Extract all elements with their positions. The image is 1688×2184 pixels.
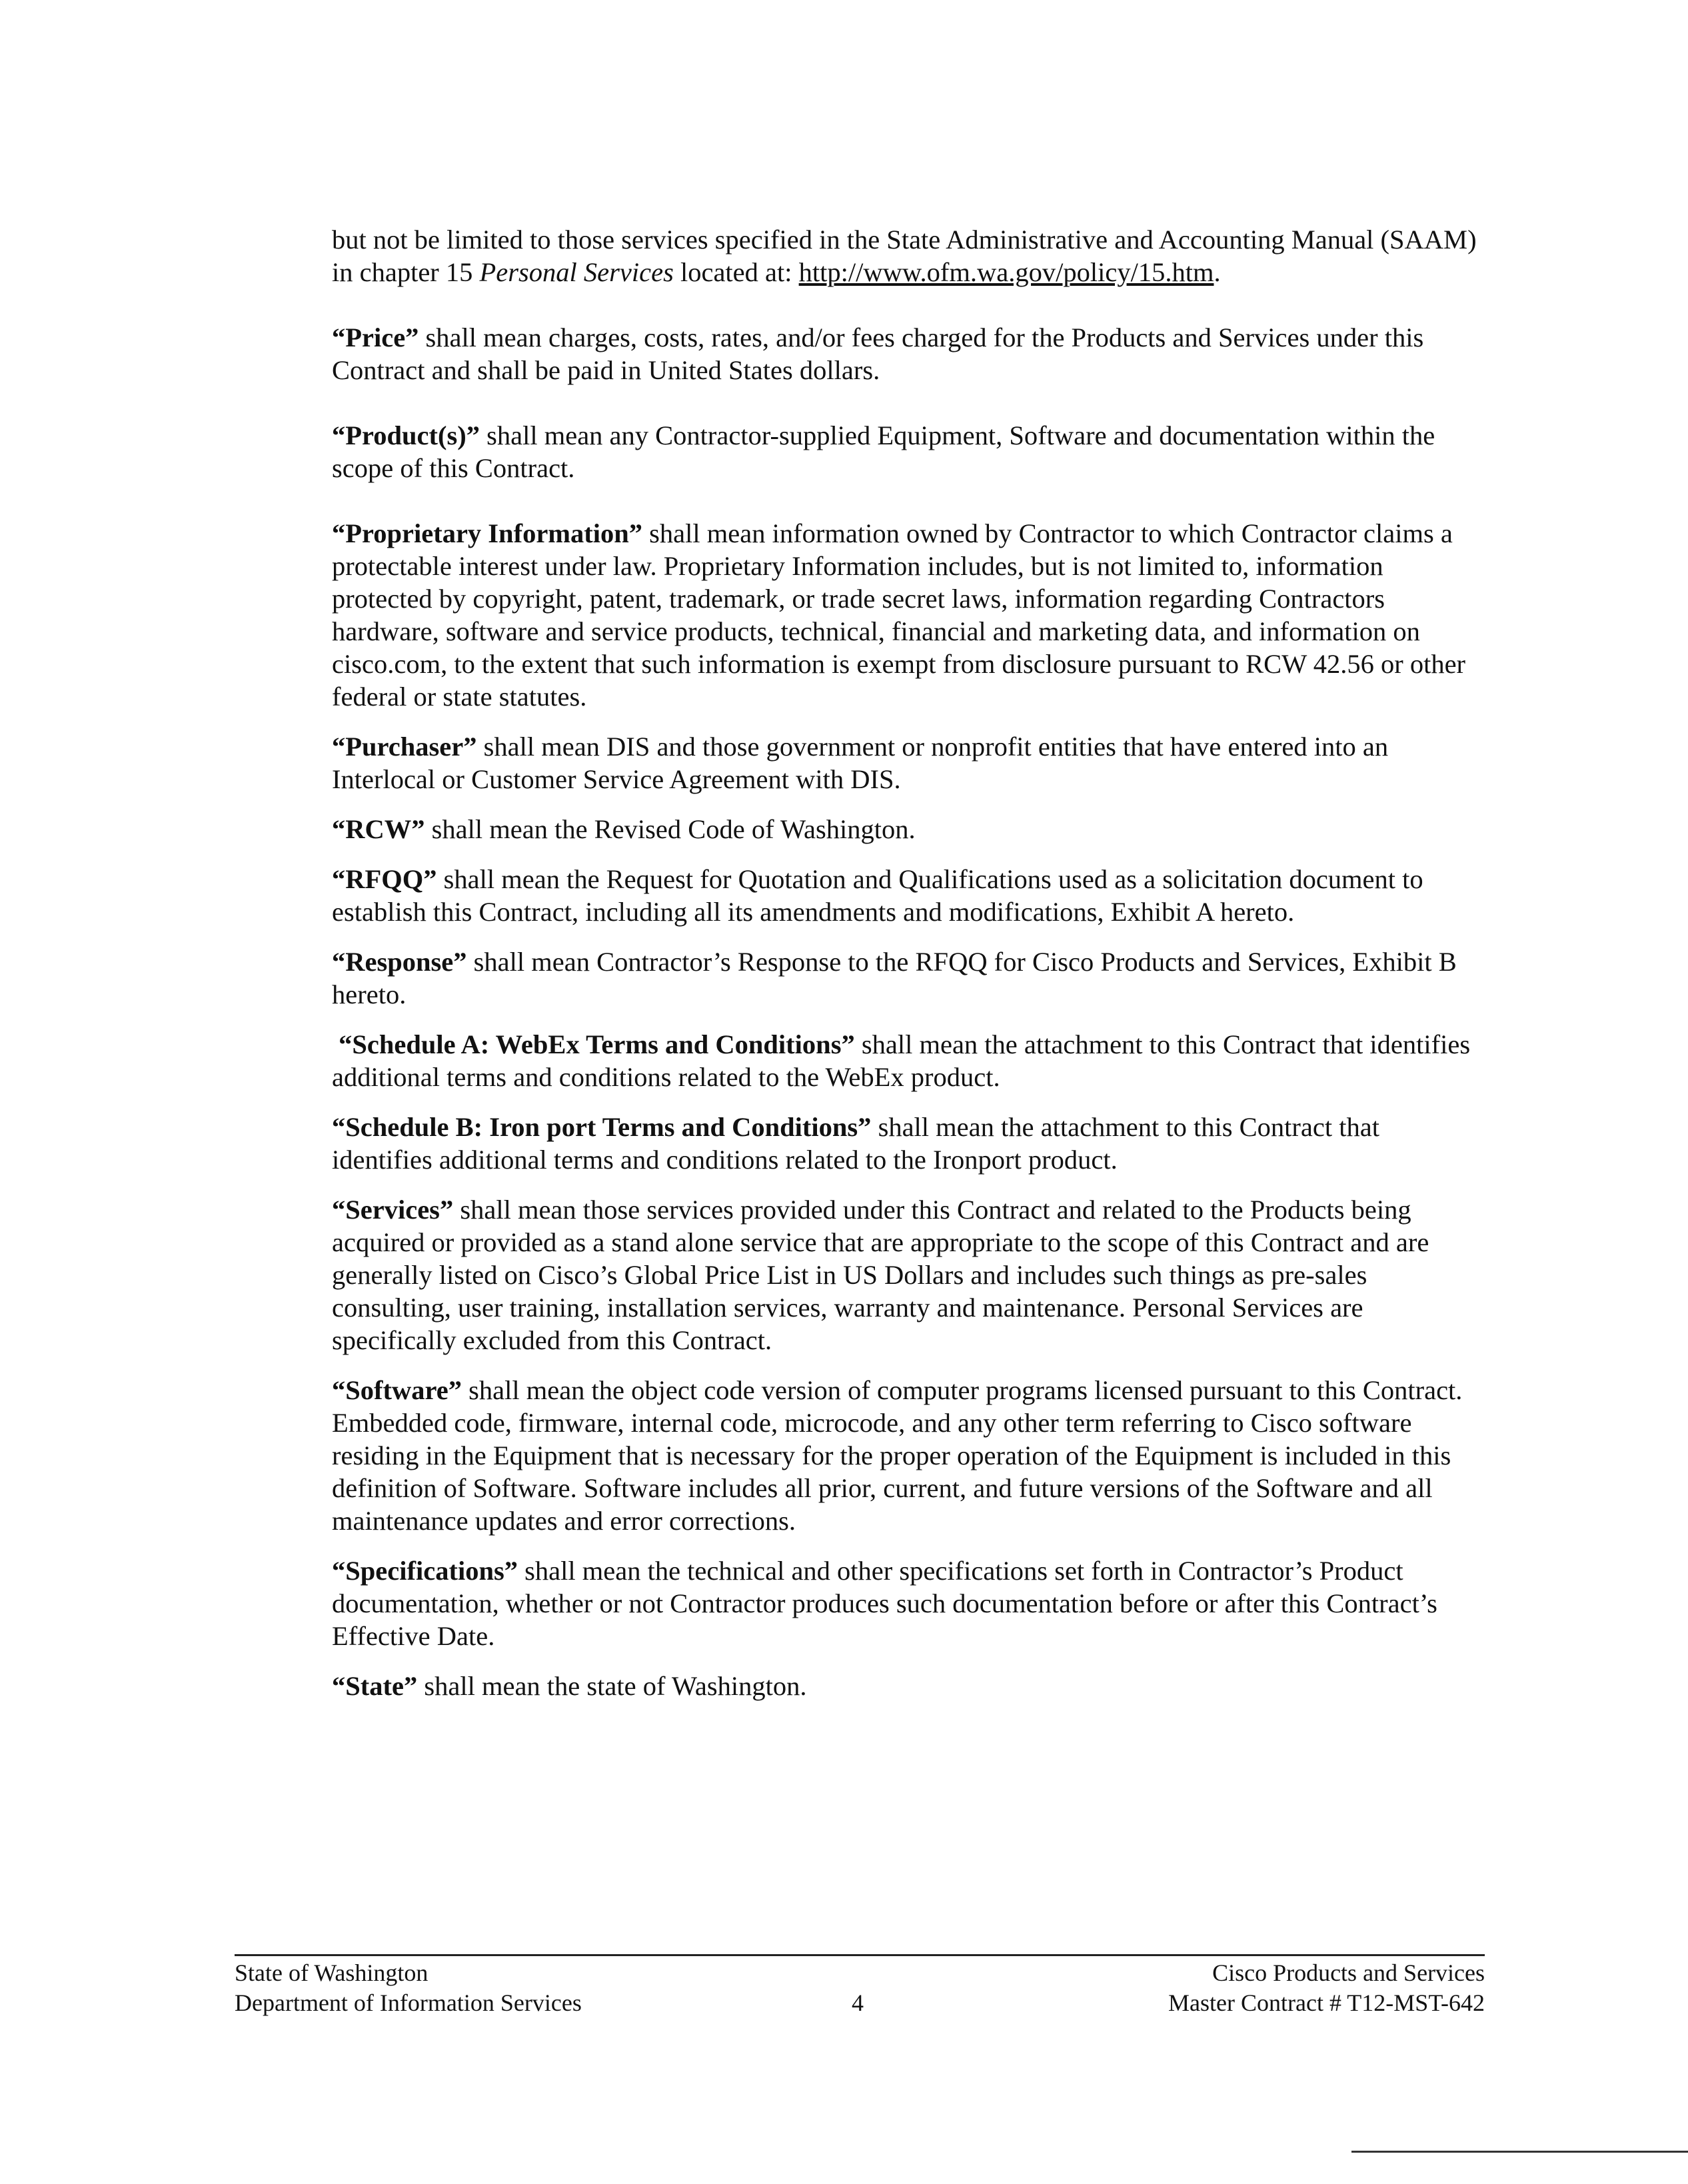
definition-price [332,321,1485,386]
definition-text: shall mean those services provided under this Contract and related to the Products being acquired or provided as a stand alone service that are appropriate to the scope of this Contract and are generally listed on Cisco’s Global Price List in US Dollars and includes such things as pre-sales consulting, user training, installation services, warranty and maintenance. Personal Services are specifically excluded from this Contract. [332,1195,1429,1355]
definition-software [332,1374,1485,1537]
definition-text: shall mean the attachment to this Contract that identifies additional terms and conditions related to the Ironport product. [332,1112,1379,1175]
intro-italic: Personal Services [479,257,674,287]
definition-services [332,1193,1485,1357]
definition-term: “RCW” [332,814,425,844]
definition-schedule-b [332,1111,1485,1176]
definition-text: shall mean the technical and other specifications set forth in Contractor’s Product documentation, whether or not Contractor produces such documentation before or after this Contract’s Effective Date. [332,1556,1437,1651]
definition-term: “State” [332,1671,418,1701]
footer-contract-title: Cisco Products and Services [1212,1959,1485,1986]
definition-term: “Schedule A: WebEx Terms and Conditions” [332,1029,855,1059]
definition-response [332,945,1485,1011]
definition-text: shall mean the Request for Quotation and Qualifications used as a solicitation document to establish this Contract, including all its amendments and modifications, Exhibit A hereto. [332,864,1423,927]
definition-rcw [332,813,1485,845]
footer-divider [235,1954,1485,1956]
definition-term: “Purchaser” [332,732,477,762]
definition-term: “Services” [332,1195,454,1225]
definition-text: shall mean the state of Washington. [417,1671,807,1701]
definition-specifications [332,1554,1485,1652]
definition-text: shall mean Contractor’s Response to the RFQQ for Cisco Products and Services, Exhibit B hereto. [332,947,1457,1009]
intro-located: located at: [673,257,799,287]
definition-term: “Specifications” [332,1556,518,1586]
page-number: 4 [852,1989,864,2016]
definition-text: shall mean the object code version of computer programs licensed pursuant to this Contract. Embedded code, firmware, internal code, microcode, and any other term referring to Cisco software residing in the Equipment that is necessary for the proper operation of the Equipment is included in this definition of Software. Software includes all prior, current, and future versions of the Software and all maintenance updates and error corrections. [332,1375,1463,1536]
footer-contract-number: Master Contract # T12-MST-642 [1168,1989,1485,2016]
definition-text: shall mean information owned by Contractor to which Contractor claims a protectable interest under law. Proprietary Information includes, but is not limited to, information protected by copyright, patent, trademark, or trade secret laws, information regarding Contractors hardware, software and service products, technical, financial and marketing data, and information on cisco.com, to the extent that such information is exempt from disclosure pursuant to RCW 42.56 or other federal or state statutes. [332,518,1466,712]
document-body [332,223,1485,1702]
saam-link[interactable]: http://www.ofm.wa.gov/policy/15.htm [798,257,1214,287]
definition-purchaser [332,730,1485,796]
definition-rfqq [332,863,1485,928]
definition-term: “Schedule B: Iron port Terms and Conditions” [332,1112,872,1142]
footer-state-name: State of Washington [235,1959,428,1986]
intro-text: but not be limited to those services specified in the State Administrative and Accounting Manual (SAAM) in chapter 15 [332,225,1477,287]
footer-department-name: Department of Information Services [235,1989,582,2016]
definition-state [332,1670,1485,1702]
scan-edge-line [1351,2151,1688,2153]
intro-paragraph [332,223,1485,288]
definition-term: “Response” [332,947,467,977]
definition-schedule-a [332,1028,1485,1093]
definition-term: “Proprietary Information” [332,518,643,548]
definition-text: shall mean the Revised Code of Washington. [424,814,916,844]
definition-text: shall mean the attachment to this Contract that identifies additional terms and conditions related to the WebEx product. [332,1029,1471,1092]
definition-proprietary-information [332,517,1485,713]
definition-term: “Software” [332,1375,462,1405]
footer-left-block [235,1958,582,2018]
intro-end: . [1214,257,1221,287]
footer-right-block [1168,1958,1485,2018]
definition-text: shall mean charges, costs, rates, and/or fees charged for the Products and Services under this Contract and shall be paid in United States dollars. [332,322,1424,385]
definition-term: “RFQQ” [332,864,437,894]
definition-term: “Product(s)” [332,420,480,450]
definition-text: shall mean DIS and those government or nonprofit entities that have entered into an Interlocal or Customer Service Agreement with DIS. [332,732,1389,794]
definition-text: shall mean any Contractor-supplied Equipment, Software and documentation within the scope of this Contract. [332,420,1435,483]
definition-products [332,419,1485,484]
definition-term: “Price” [332,322,419,352]
